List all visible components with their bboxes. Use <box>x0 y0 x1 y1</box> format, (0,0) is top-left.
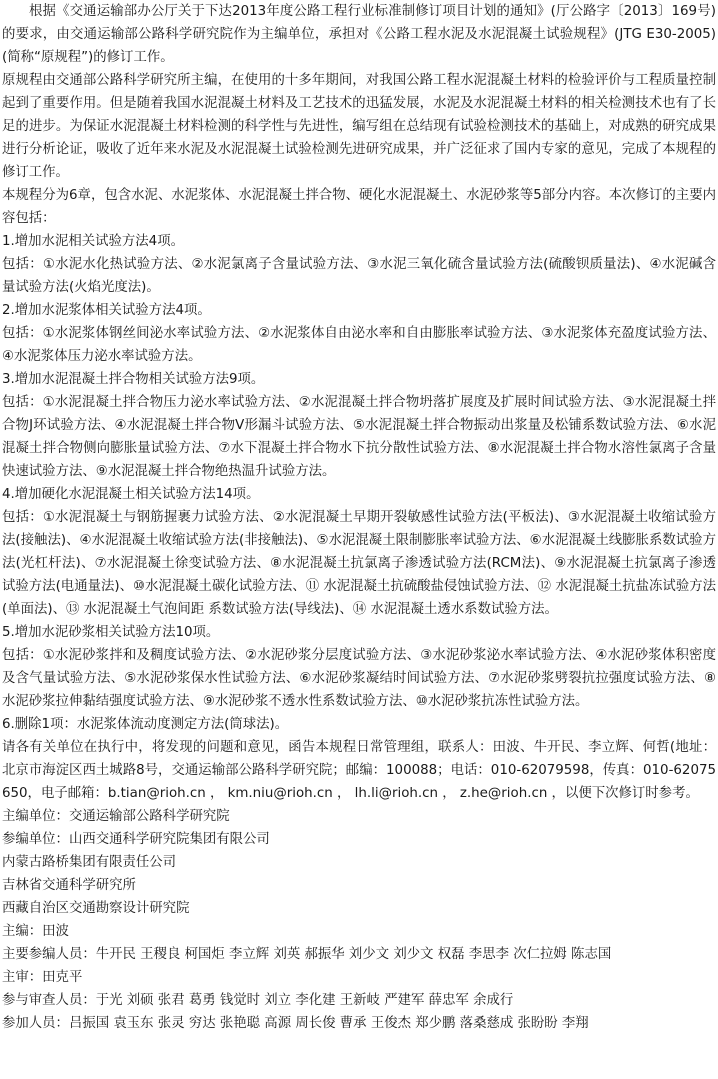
revision-item-2-title: 2.增加水泥浆体相关试验方法4项。 <box>2 303 211 318</box>
main-participants-line: 主要参编人员：牛开民 王稷良 柯国炬 李立辉 刘英 郝振华 刘少文 刘少文 权磊 李思李 次仁拉姆 陈志国 <box>2 947 612 962</box>
reviewers-line: 参与审查人员：于光 刘硕 张君 葛勇 钱觉时 刘立 李化建 王新岐 严建军 薛忠军 余成行 <box>2 993 514 1008</box>
participating-unit-line: 内蒙古路桥集团有限责任公司 <box>2 855 177 870</box>
revision-item-3-body: 包括：①水泥混凝土拌合物压力泌水率试验方法、②水泥混凝土拌合物坍落扩展度及扩展时间试验方法、③水泥混凝土拌合物J环试验方法、④水泥混凝土拌合物V形漏斗试验方法、⑤水泥混凝土拌合物振动出浆量及松铺系数试验方法、⑥水泥混凝土拌合物侧向膨胀量试验方法、⑦水下混凝土拌合物水下抗分散性试验方法、⑧水泥混凝土拌合物水溶性氯离子含量快速试验方法、⑨水泥混凝土拌合物绝热温升试验方法。 <box>2 395 716 479</box>
participants-line: 参加人员：吕振国 袁玉东 张灵 穷达 张艳聪 高源 周长俊 曹承 王俊杰 郑少鹏 落桑慈成 张盼盼 李翔 <box>2 1016 589 1031</box>
intro-paragraph: 根据《交通运输部办公厅关于下达2013年度公路工程行业标准制修订项目计划的通知》(厅公路字〔2013〕169号)的要求，由交通运输部公路科学研究院作为主编单位，承担对《公路工程水泥及水泥混凝土试验规程》(JTG E30-2005)(简称“原规程”)的修订工作。 <box>2 4 716 65</box>
revision-item-2-body: 包括：①水泥浆体钢丝间泌水率试验方法、②水泥浆体自由泌水率和自由膨胀率试验方法、③水泥浆体充盈度试验方法、④水泥浆体压力泌水率试验方法。 <box>2 326 716 364</box>
participating-unit-line: 西藏自治区交通勘察设计研究院 <box>2 901 190 916</box>
chief-reviewer-line: 主审：田克平 <box>2 970 83 985</box>
revision-item-3-title: 3.增加水泥混凝土拌合物相关试验方法9项。 <box>2 372 265 387</box>
revision-item-1-body: 包括：①水泥水化热试验方法、②水泥氯离子含量试验方法、③水泥三氧化硫含量试验方法(硫酸钡质量法)、④水泥碱含量试验方法(火焰光度法)。 <box>2 257 716 295</box>
participating-unit-line: 参编单位：山西交通科学研究院集团有限公司 <box>2 832 270 847</box>
revision-item-6-title: 6.删除1项：水泥浆体流动度测定方法(筒球法)。 <box>2 717 289 732</box>
background-paragraph: 原规程由交通部公路科学研究所主编，在使用的十多年期间，对我国公路工程水泥混凝土材料的检验评价与工程质量控制起到了重要作用。但是随着我国水泥混凝土材料及工艺技术的迅猛发展，水泥及水泥混凝土材料的相关检测技术也有了长足的进步。为保证水泥混凝土材料检测的科学性与先进性，编写组在总结现有试验检测技术的基础上，对成熟的研究成果进行分析论证，吸收了近年来水泥及水泥混凝土试验检测先进研究成果，并广泛征求了国内专家的意见，完成了本规程的修订工作。 <box>2 73 716 180</box>
revision-item-1-title: 1.增加水泥相关试验方法4项。 <box>2 234 184 249</box>
revision-item-4-body: 包括：①水泥混凝土与钢筋握裹力试验方法、②水泥混凝土早期开裂敏感性试验方法(平板法)、③水泥混凝土收缩试验方法(接触法)、④水泥混凝土收缩试验方法(非接触法)、⑤水泥混凝土限制膨胀率试验方法、⑥水泥混凝土线膨胀系数试验方法(光杠杆法)、⑦水泥混凝土徐变试验方法、⑧水泥混凝土抗氯离子渗透试验方法(RCM法)、⑨水泥混凝土抗氯离子渗透试验方法(电通量法)、⑩水泥混凝土碳化试验方法、⑪ 水泥混凝土抗硫酸盐侵蚀试验方法、⑫ 水泥混凝土抗盐冻试验方法(单面法)、⑬ 水泥混凝土气泡间距 系数试验方法(导线法)、⑭ 水泥混凝土透水系数试验方法。 <box>2 510 716 617</box>
revision-item-5-body: 包括：①水泥砂浆拌和及稠度试验方法、②水泥砂浆分层度试验方法、③水泥砂浆泌水率试验方法、④水泥砂浆体积密度及含气量试验方法、⑤水泥砂浆保水性试验方法、⑥水泥砂浆凝结时间试验方法、⑦水泥砂浆劈裂抗拉强度试验方法、⑧水泥砂浆拉伸黏结强度试验方法、⑨水泥砂浆不透水性系数试验方法、⑩水泥砂浆抗冻性试验方法。 <box>2 648 716 709</box>
participating-unit-line: 吉林省交通科学研究所 <box>2 878 136 893</box>
chief-unit-line: 主编单位：交通运输部公路科学研究院 <box>2 809 230 824</box>
structure-paragraph: 本规程分为6章，包含水泥、水泥浆体、水泥混凝土拌合物、硬化水泥混凝土、水泥砂浆等5部分内容。本次修订的主要内容包括： <box>2 188 716 226</box>
revision-item-4-title: 4.增加硬化水泥混凝土相关试验方法14项。 <box>2 487 260 502</box>
contact-paragraph: 请各有关单位在执行中，将发现的问题和意见，函告本规程日常管理组，联系人：田波、牛开民、李立辉、何哲(地址：北京市海淀区西土城路8号，交通运输部公路科学研究院；邮编：100088；电话：010-62079598，传真：010-62075650，电子邮箱：b.tian@rioh.cn ， km.niu@rioh.cn ， lh.li@rioh.cn ， z.he@rioh.cn ，以便下次修订时参考。 <box>2 740 716 801</box>
revision-item-5-title: 5.增加水泥砂浆相关试验方法10项。 <box>2 625 220 640</box>
chief-editor-line: 主编：田波 <box>2 924 69 939</box>
